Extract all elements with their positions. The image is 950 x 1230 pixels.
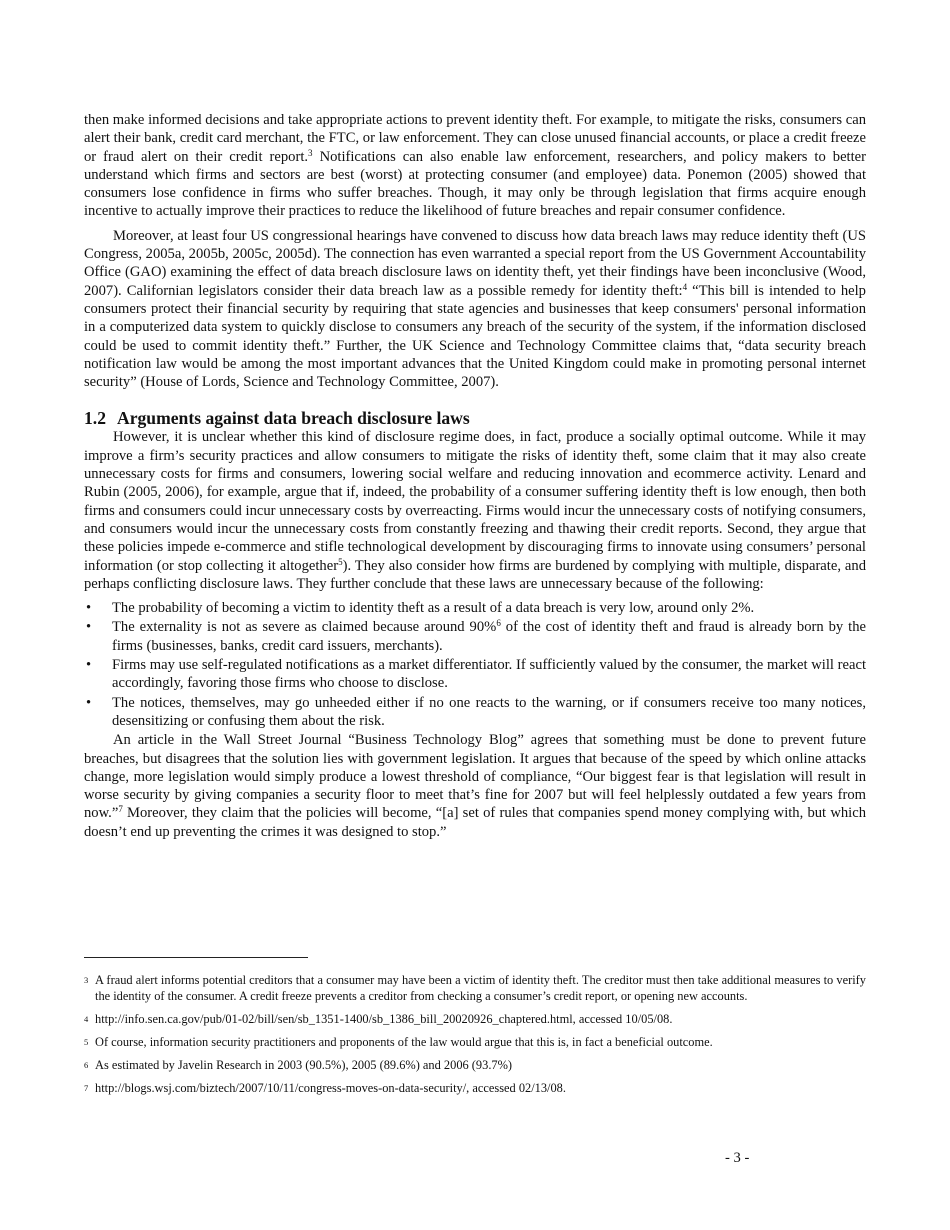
bullet-text: The notices, themselves, may go unheeded either if no one reacts to the warning, or if consumers receive too many notices, desensitizing or confusing them about the risk.	[112, 694, 866, 729]
footnote-number: 5	[84, 1037, 89, 1047]
footnote-number: 3	[84, 975, 89, 985]
footnote-ref-7[interactable]: 7	[118, 804, 123, 815]
section-title: Arguments against data breach disclosure laws	[117, 408, 470, 429]
footnote-link[interactable]: http://info.sen.ca.gov/pub/01-02/bill/sen/sb_1351-1400/sb_1386_bill_20020926_chaptered.html, accessed 10/05/08.	[95, 1012, 673, 1026]
footnotes	[84, 972, 866, 1103]
paragraph-4-text-a: An article in the Wall Street Journal “Business Technology Blog” agrees that something must be done to prevent future breaches, but disagrees that the solution lies with government legislation. It argues that because of the speed by which online attacks change, more legislation would simply produce a lowest threshold of compliance, “Our biggest fear is that legislation will result in worse security by giving companies a security floor to meet that’s fine for 2007 but will feel helplessly outdated a few years from now.”	[84, 732, 866, 822]
footnote-ref-6[interactable]: 6	[496, 618, 501, 629]
section-heading	[84, 408, 866, 428]
paragraph-4-text-b: Moreover, they claim that the policies will become, “[a] set of rules that companies spend money complying with, but which doesn’t end up preventing the crimes it was designed to stop.”	[84, 805, 866, 840]
bullet-icon: •	[86, 657, 92, 674]
paragraph-3-text-a: However, it is unclear whether this kind of disclosure regime does, in fact, produce a socially optimal outcome. While it may improve a firm’s security practices and allow consumers to mitigate the risks of identity theft, some claim that it may also create unnecessary costs for firms and consumers, lowering social welfare and reducing innovation and ecommerce activity. Lenard and Rubin (2005, 2006), for example, argue that if, indeed, the probability of a consumer suffering identity theft is low enough, then both firms and consumers could incur unnecessary costs by overreacting. Firms would incur the unnecessary costs of notifying consumers, and consumers would incur the unnecessary costs from constantly freezing and thawing their credit reports. Second, they argue that these policies impede e-commerce and stifle technological development by discouraging firms to innovate using consumers’ personal information (or stop collecting it altogether	[84, 429, 866, 574]
footnote-ref-5[interactable]: 5	[338, 556, 343, 567]
footnote-text: A fraud alert informs potential creditors that a consumer may have been a victim of identity theft. The creditor must then take additional measures to verify the identity of the consumer. A credit freeze prevents a creditor from checking a consumer’s credit report, or opening new accounts.	[95, 973, 866, 1003]
footnote-text: As estimated by Javelin Research in 2003 (90.5%), 2005 (89.6%) and 2006 (93.7%)	[95, 1058, 513, 1072]
bullet-text: of the cost of identity theft and fraud is already born by the firms (businesses, banks, credit card issuers, merchants).	[112, 619, 866, 654]
paragraph-1-text-a: then make informed decisions and take appropriate actions to prevent identity theft. For example, to mitigate the risks, consumers can alert their bank, credit card merchant, the FTC, or law enforcement. They can close unused financial accounts, or place a credit freeze or fraud alert on their credit report.	[84, 112, 866, 165]
footnote-4	[84, 1011, 866, 1027]
section-number: 1.2	[84, 408, 106, 429]
footnote-link[interactable]: http://blogs.wsj.com/biztech/2007/10/11/congress-moves-on-data-security/, accessed 02/13/08.	[95, 1081, 566, 1095]
paragraph-2-text-a: Moreover, at least four US congressional hearings have convened to discuss how data breach laws may reduce identity theft (US Congress, 2005a, 2005b, 2005c, 2005d). The connection has even warranted a special report from the US Government Accountability Office (GAO) examining the effect of data breach disclosure laws on identity theft, yet their findings have been inconclusive (Wood, 2007). Californian legislators consider their data breach law as a possible remedy for identity theft:	[84, 227, 866, 299]
paragraph-1	[84, 111, 866, 221]
paragraph-2	[84, 227, 866, 392]
bullet-icon: •	[86, 694, 92, 711]
bullet-list	[84, 599, 866, 730]
footnote-number: 6	[84, 1060, 89, 1070]
paragraph-1-text-b: Notifications can also enable law enforcement, researchers, and policy makers to better understand which firms and sectors are best (worst) at protecting consumer (and employee) data. Ponemon (2005) showed that consumers lose confidence in firms who suffer breaches. Though, it may only be through legislation that firms acquire enough incentive to actually improve their practices to reduce the likelihood of future breaches and repair consumer confidence.	[84, 148, 866, 220]
page-body	[84, 111, 866, 841]
bullet-text: The externality is not as severe as claimed because around 90%	[112, 619, 497, 636]
list-item	[84, 656, 866, 693]
footnote-3	[84, 972, 866, 1004]
footnote-6	[84, 1057, 866, 1073]
bullet-icon: •	[86, 619, 92, 636]
list-item	[84, 599, 866, 617]
footnote-number: 4	[84, 1014, 89, 1024]
footnote-ref-3[interactable]: 3	[308, 147, 313, 158]
footnote-5	[84, 1034, 866, 1050]
page-number: - 3 -	[725, 1150, 750, 1166]
bullet-text: The probability of becoming a victim to identity theft as a result of a data breach is very low, around only 2%.	[112, 600, 755, 617]
paragraph-3-text-b: ). They also consider how firms are burdened by complying with multiple, disparate, and perhaps conflicting disclosure laws. They further conclude that these laws are unnecessary because of the following:	[84, 557, 867, 592]
footnote-7	[84, 1080, 866, 1096]
footnote-text: Of course, information security practitioners and proponents of the law would argue that this is, in fact a beneficial outcome.	[95, 1035, 713, 1049]
bullet-icon: •	[86, 600, 92, 617]
footnote-divider	[84, 957, 308, 958]
footnote-number: 7	[84, 1083, 89, 1093]
paragraph-4	[84, 731, 866, 841]
bullet-text: Firms may use self-regulated notifications as a market differentiator. If sufficiently valued by the consumer, the market will react accordingly, favoring those firms who choose to disclose.	[112, 657, 866, 692]
footnote-ref-4[interactable]: 4	[682, 281, 688, 292]
paragraph-2-text-b: “This bill is intended to help consumers protect their financial security by requiring that state agencies and businesses that keep consumers' personal information in a computerized data system to quickly disclose to consumers any breach of the security of the system, if the information disclosed could be used to commit identity theft.” Further, the UK Science and Technology Committee claims that, “data security breach notification law would be among the most important advances that the United Kingdom could make in promoting personal internet security” (House of Lords, Science and Technology Committee, 2007).	[84, 282, 866, 391]
list-item	[84, 694, 866, 731]
list-item	[84, 618, 866, 655]
paragraph-3	[84, 428, 866, 593]
